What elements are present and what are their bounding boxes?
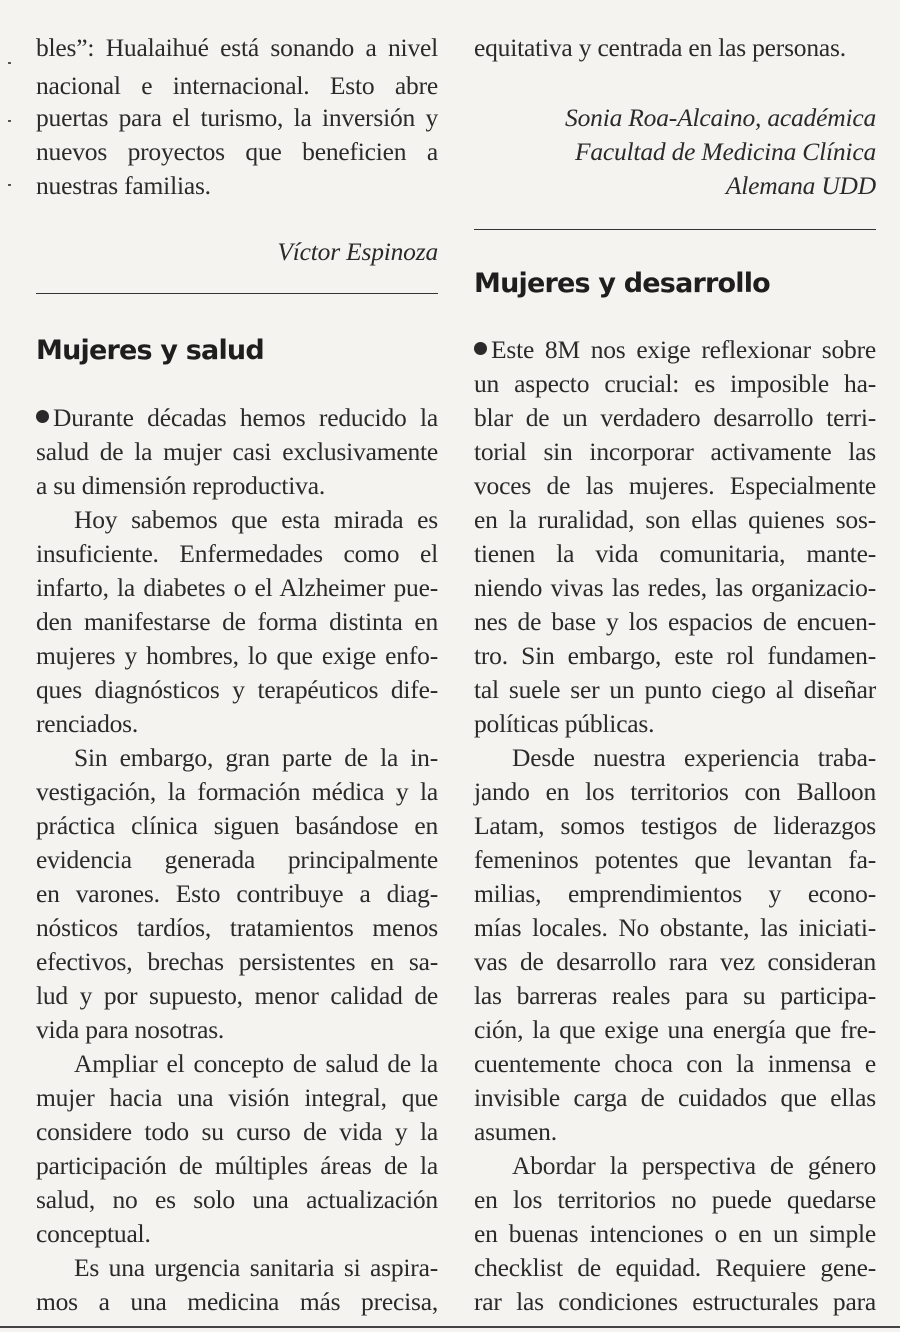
text-line: nuestras familias. [36,171,211,200]
text-line: en la ruralidad, son ellas quienes sos- [474,505,876,534]
section-divider [474,229,876,230]
text-line: milias, emprendimientos y econo- [474,879,876,908]
text-line: un aspecto crucial: es imposible ha- [474,369,876,398]
text-line: nósticos tardíos, tratamientos menos [36,913,438,942]
text-line: conceptual. [36,1219,151,1248]
text-line: Desde nuestra experiencia traba- [512,743,876,772]
text-line: checklist de equidad. Requiere gene- [474,1253,876,1282]
author-affiliation: Facultad de Medicina Clínica [574,137,876,166]
author-affiliation: Alemana UDD [725,171,876,200]
text-line: bles”: Hualaihué está sonando a nivel [36,33,438,62]
text-line: invisible carga de cuidados que ellas [474,1083,876,1112]
text-line: considere todo su curso de vida y la [36,1117,438,1146]
text-line: mujeres y hombres, lo que exige enfo- [36,641,438,670]
text-line: en los territorios no puede quedarse [474,1185,876,1214]
text-line: tro. Sin embargo, este rol fundamen- [474,641,876,670]
text-line: den manifestarse de forma distinta en [36,607,438,636]
text-line: asumen. [474,1117,557,1146]
text-line: equitativa y centrada en las personas. [474,33,846,62]
text-line: práctica clínica siguen basándose en [36,811,438,840]
scan-edge-mark [8,120,11,122]
text-line: lud y por supuesto, menor calidad de [36,981,438,1010]
text-line: blar de un verdadero desarrollo terri- [474,403,876,432]
text-line: cuentemente choca con la inmensa e [474,1049,876,1078]
text-line: Hoy sabemos que esta mirada es [74,505,438,534]
text-line: Sin embargo, gran parte de la in- [74,743,438,772]
text-line: ques diagnósticos y terapéuticos dife- [36,675,438,704]
text-line: torial sin incorporar activamente las [474,437,876,466]
text-line: ción, la que exige una energía que fre- [474,1015,876,1044]
text-line: renciados. [36,709,139,738]
text-line: salud de la mujer casi exclusivamente [36,437,438,466]
text-line: nuevos proyectos que beneficien a [36,137,438,166]
text-line: vida para nosotras. [36,1015,225,1044]
text-line: en buenas intenciones o en un simple [474,1219,876,1248]
text-line: tal suele ser un punto ciego al diseñar [474,675,876,704]
text-line: infarto, la diabetes o el Alzheimer pue- [36,573,438,602]
text-line: mos a una medicina más precisa, [36,1287,438,1316]
text-line: en varones. Esto contribuye a diag- [36,879,438,908]
text-line: rar las condiciones estructurales para [474,1287,876,1316]
scan-edge-mark [8,62,11,64]
text-line: Durante décadas hemos reducido la [36,401,438,435]
text-line: insuficiente. Enfermedades como el [36,539,438,568]
text-line: efectivos, brechas persistentes en sa- [36,947,438,976]
text-line: políticas públicas. [474,709,655,738]
text-line: Este 8M nos exige reflexionar sobre [474,333,876,367]
text-line: voces de las mujeres. Especialmente [474,471,876,500]
text-line: puertas para el turismo, la inversión y [36,103,438,132]
text-line: nacional e internacional. Esto abre [36,71,438,100]
text-line: vestigación, la formación médica y la [36,777,438,806]
bullet-icon [474,342,487,355]
scan-edge-mark [8,184,11,186]
text-line: vas de desarrollo rara vez consideran [474,947,876,976]
author-signature: Víctor Espinoza [277,237,438,266]
text-line: mías locales. No obstante, las iniciati- [474,913,876,942]
text-line: tienen la vida comunitaria, mante- [474,539,876,568]
page-bottom-border [0,1326,900,1328]
text-line: mujer hacia una visión integral, que [36,1083,438,1112]
text-line: Ampliar el concepto de salud de la [74,1049,438,1078]
author-signature: Sonia Roa-Alcaino, académica [565,103,876,132]
section-divider [36,293,438,294]
article-heading: Mujeres y desarrollo [474,268,770,299]
text-line: jando en los territorios con Balloon [474,777,876,806]
text-line: salud, no es solo una actualización [36,1185,438,1214]
text-line: Es una urgencia sanitaria si aspira- [74,1253,438,1282]
bullet-icon [36,410,49,423]
text-line: las barreras reales para su participa- [474,981,876,1010]
text-line: niendo vivas las redes, las organizacio- [474,573,876,602]
article-heading: Mujeres y salud [36,335,264,366]
text-line: Latam, somos testigos de liderazgos [474,811,876,840]
text-line: participación de múltiples áreas de la [36,1151,438,1180]
text-line: femeninos potentes que levantan fa- [474,845,876,874]
text-line: Abordar la perspectiva de género [512,1151,876,1180]
text-line: a su dimensión reproductiva. [36,471,325,500]
text-line: nes de base y los espacios de encuen- [474,607,876,636]
text-line: evidencia generada principalmente [36,845,438,874]
